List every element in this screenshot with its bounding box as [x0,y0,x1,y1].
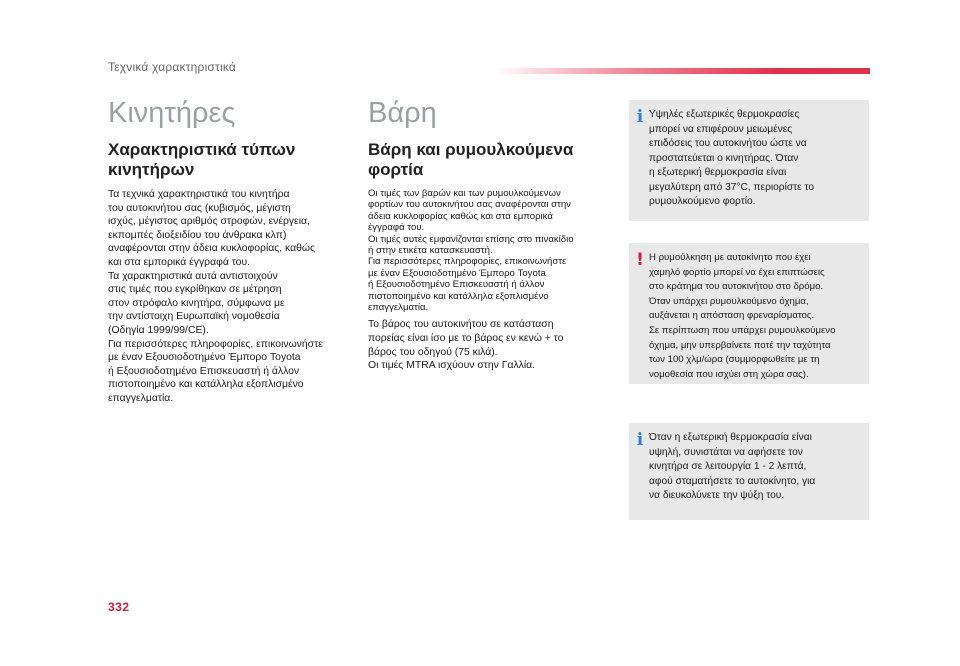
weights-subtitle: Βάρη και ρυμουλκούμενα φορτία [368,140,574,179]
warning-note-towing [629,243,869,384]
weights-paragraph-5: Οι τιμές MTRA ισχύουν στην Γαλλία. [368,360,536,372]
weights-paragraph-4: Το βάρος του αυτοκινήτου σε κατάσταση πορείας είναι ίσο με το βάρος εν κενώ + το βάρος του οδηγού (75 κιλά). [368,319,564,358]
engines-subtitle: Χαρακτηριστικά τύπων κινητήρων [108,140,296,179]
weights-paragraph-2: Οι τιμές αυτές εμφανίζονται επίσης στο πινακίδιο ή στην ετικέτα κατασκευαστή. [368,233,574,257]
engines-paragraph-3: Για περισσότερες πληροφορίες, επικοινωνήστε με έναν Εξουσιοδοτημένο Έμπορο Toyota ή Εξουσιοδοτημένο Επισκευαστή ή άλλον πιστοποιημένο και κατάλληλα εξοπλισμένο επαγγελματία. [108,338,323,404]
engines-section [108,96,358,406]
weights-title: Βάρη [368,97,437,129]
warning-note-text: Η ρυμούλκηση με αυτοκίνητο που έχει χαμηλό φορτίο μπορεί να έχει επιπτώσεις στο κράτημα του αυτοκινήτου στο δρόμο. Όταν υπάρχει ρυμουλκούμενο όχημα, αυξάνεται η απόσταση φρεναρίσματος. Σε περίπτωση που υπάρχει ρυμουλκούμενο όχημα, μην υπερβαίνετε ποτέ την ταχύτητα των 100 χλμ/ώρα (συμμορφωθείτε με τη νομοθεσία που ισχύει στη χώρα σας). [649,252,836,380]
running-header: Τεχνικά χαρακτηριστικά [108,60,237,74]
warning-icon: ! [636,250,644,270]
header-rule [495,68,870,74]
info-icon: i [636,430,644,450]
weights-paragraph-3: Για περισσότερες πληροφορίες, επικοινωνήστε με έναν Εξουσιοδοτημένο Έμπορο Toyota ή Εξουσιοδοτημένο Επισκευαστή ή άλλον πιστοποιημένο και κατάλληλα εξοπλισμένο επαγγελματία. [368,256,567,314]
info-note-cooling [629,423,869,520]
info-note-text: Υψηλές εξωτερικές θερμοκρασίες μπορεί να επιφέρουν μειωμένες επιδόσεις του αυτοκινήτου ώστε να προστατεύεται ο κινητήρας. Όταν η εξωτερική θερμοκρασία είναι μεγαλύτερη από 37°C, περιορίστε το ρυμουλκούμενο φορτίο. [649,109,815,207]
info-icon: i [636,107,644,127]
info-note-temperature [629,100,869,221]
engines-title: Κινητήρες [108,97,236,129]
info-note-text: Όταν η εξωτερική θερμοκρασία είναι υψηλή, συνιστάται να αφήσετε τον κινητήρα σε λειτουργία 1 - 2 λεπτά, αφού σταματήσετε το αυτοκίνητο, για να διευκολύνετε την ψύξη του. [649,432,816,501]
weights-paragraph-1: Οι τιμές των βαρών και των ρυμουλκούμενων φορτίων του αυτοκινήτου σας αναφέρονται στην άδεια κυκλοφορίας καθώς και στα εμπορικά έγγραφά του. [368,188,571,234]
weights-section [368,96,608,373]
page-number: 332 [108,600,130,614]
engines-paragraph-2: Τα χαρακτηριστικά αυτά αντιστοιχούν στις τιμές που εγκρίθηκαν σε μέτρηση στον στρόφαλο κινητήρα, σύμφωνα με την αντίστοιχη Ευρωπαϊκή νομοθεσία (Οδηγία 1999/99/CE). [108,270,285,336]
engines-paragraph-1: Τα τεχνικά χαρακτηριστικά του κινητήρα του αυτοκινήτου σας (κυβισμός, μέγιστη ισχύς, μέγιστος αριθμός στροφών, ενέργεια, εκπομπές διοξειδίου του άνθρακα κλπ) αναφέρονται στην άδεια κυκλοφορίας, καθώς και στα εμπορικά έγγραφά του. [108,189,316,268]
